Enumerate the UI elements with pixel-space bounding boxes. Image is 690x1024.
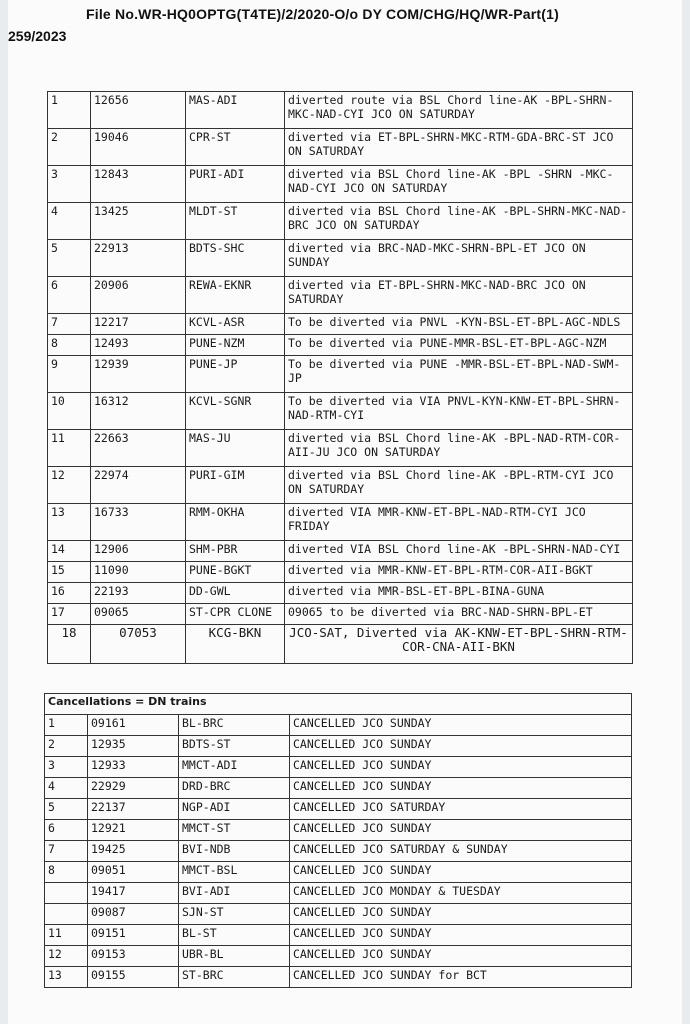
train-route: PUNE-NZM <box>186 335 285 356</box>
serial-number: 8 <box>45 862 88 883</box>
diversion-remark: diverted via BSL Chord line-AK -BPL-SHRN-MKC-NAD-BRC JCO ON SATURDAY <box>285 203 633 240</box>
serial-number: 15 <box>48 562 91 583</box>
train-route: UBR-BL <box>179 946 290 967</box>
diversion-row <box>48 541 633 562</box>
train-number: 22913 <box>91 240 186 277</box>
diversion-remark: JCO-SAT, Diverted via AK-KNW-ET-BPL-SHRN-RTM-COR-CNA-AII-BKN <box>285 625 633 664</box>
diversion-remark: diverted VIA MMR-KNW-ET-BPL-NAD-RTM-CYI JCO FRIDAY <box>285 504 633 541</box>
serial-number <box>45 883 88 904</box>
train-route: SJN-ST <box>179 904 290 925</box>
diversion-remark: diverted via MMR-BSL-ET-BPL-BINA-GUNA <box>285 583 633 604</box>
train-route: DD-GWL <box>186 583 285 604</box>
train-number: 12921 <box>88 820 179 841</box>
train-number: 12656 <box>91 92 186 129</box>
diversion-remark: To be diverted via PUNE-MMR-BSL-ET-BPL-AGC-NZM <box>285 335 633 356</box>
train-number: 11090 <box>91 562 186 583</box>
diversion-row <box>48 240 633 277</box>
diversions-table <box>47 91 633 664</box>
serial-number: 9 <box>48 356 91 393</box>
cancellation-remark: CANCELLED JCO SUNDAY <box>290 736 632 757</box>
diversion-remark: diverted via BSL Chord line-AK -BPL-RTM-CYI JCO ON SATURDAY <box>285 467 633 504</box>
train-number: 09151 <box>88 925 179 946</box>
letter-number: 259/2023 <box>8 28 67 44</box>
diversion-remark: 09065 to be diverted via BRC-NAD-SHRN-BPL-ET <box>285 604 633 625</box>
serial-number: 12 <box>48 467 91 504</box>
serial-number: 10 <box>48 393 91 430</box>
serial-number: 4 <box>48 203 91 240</box>
diversion-row <box>48 393 633 430</box>
serial-number: 2 <box>45 736 88 757</box>
cancellation-remark: CANCELLED JCO SUNDAY <box>290 946 632 967</box>
cancellation-row <box>45 778 632 799</box>
train-number: 09161 <box>88 715 179 736</box>
train-number: 16312 <box>91 393 186 430</box>
train-route: PURI-ADI <box>186 166 285 203</box>
cancellation-remark: CANCELLED JCO SATURDAY & SUNDAY <box>290 841 632 862</box>
cancellation-remark: CANCELLED JCO SUNDAY for BCT <box>290 967 632 988</box>
serial-number: 3 <box>48 166 91 203</box>
train-route: PURI-GIM <box>186 467 285 504</box>
diversion-remark: To be diverted via PNVL -KYN-BSL-ET-BPL-AGC-NDLS <box>285 314 633 335</box>
train-number: 12933 <box>88 757 179 778</box>
cancellation-row <box>45 799 632 820</box>
cancellations-title-row <box>45 694 632 715</box>
train-route: BL-BRC <box>179 715 290 736</box>
serial-number: 14 <box>48 541 91 562</box>
train-number: 09155 <box>88 967 179 988</box>
train-number: 22974 <box>91 467 186 504</box>
serial-number: 17 <box>48 604 91 625</box>
train-route: MMCT-ADI <box>179 757 290 778</box>
train-number: 20906 <box>91 277 186 314</box>
train-number: 09153 <box>88 946 179 967</box>
train-number: 09051 <box>88 862 179 883</box>
cancellation-row <box>45 967 632 988</box>
cancellation-remark: CANCELLED JCO SATURDAY <box>290 799 632 820</box>
train-route: CPR-ST <box>186 129 285 166</box>
serial-number: 5 <box>45 799 88 820</box>
diversion-row <box>48 430 633 467</box>
serial-number: 18 <box>48 625 91 664</box>
train-route: BDTS-ST <box>179 736 290 757</box>
serial-number: 1 <box>45 715 88 736</box>
serial-number: 13 <box>45 967 88 988</box>
serial-number: 16 <box>48 583 91 604</box>
train-route: BVI-ADI <box>179 883 290 904</box>
diversion-row <box>48 92 633 129</box>
diversion-row <box>48 203 633 240</box>
cancellation-remark: CANCELLED JCO SUNDAY <box>290 778 632 799</box>
train-route: REWA-EKNR <box>186 277 285 314</box>
train-number: 12906 <box>91 541 186 562</box>
file-number: File No.WR-HQ0OPTG(T4TE)/2/2020-O/o DY COM/CHG/HQ/WR-Part(1) <box>86 6 560 22</box>
diversion-row <box>48 277 633 314</box>
serial-number: 1 <box>48 92 91 129</box>
serial-number: 6 <box>45 820 88 841</box>
train-number: 22663 <box>91 430 186 467</box>
train-number: 12843 <box>91 166 186 203</box>
train-route: MAS-JU <box>186 430 285 467</box>
serial-number: 12 <box>45 946 88 967</box>
diversion-row <box>48 314 633 335</box>
diversion-row <box>48 562 633 583</box>
diversion-row <box>48 467 633 504</box>
train-number: 09065 <box>91 604 186 625</box>
diversion-remark: diverted via ET-BPL-SHRN-MKC-NAD-BRC JCO ON SATURDAY <box>285 277 633 314</box>
serial-number: 5 <box>48 240 91 277</box>
diversion-row <box>48 504 633 541</box>
cancellation-row <box>45 883 632 904</box>
diversion-row <box>48 129 633 166</box>
train-number: 07053 <box>91 625 186 664</box>
cancellation-remark: CANCELLED JCO SUNDAY <box>290 820 632 841</box>
serial-number: 2 <box>48 129 91 166</box>
train-number: 22193 <box>91 583 186 604</box>
diversion-row <box>48 583 633 604</box>
train-route: ST-CPR CLONE <box>186 604 285 625</box>
cancellation-row <box>45 904 632 925</box>
serial-number <box>45 904 88 925</box>
train-route: KCVL-SGNR <box>186 393 285 430</box>
serial-number: 8 <box>48 335 91 356</box>
serial-number: 3 <box>45 757 88 778</box>
train-route: NGP-ADI <box>179 799 290 820</box>
serial-number: 6 <box>48 277 91 314</box>
cancellation-row <box>45 841 632 862</box>
train-route: BDTS-SHC <box>186 240 285 277</box>
diversion-remark: diverted via BRC-NAD-MKC-SHRN-BPL-ET JCO ON SUNDAY <box>285 240 633 277</box>
train-route: PUNE-JP <box>186 356 285 393</box>
train-number: 19417 <box>88 883 179 904</box>
train-number: 12217 <box>91 314 186 335</box>
serial-number: 11 <box>45 925 88 946</box>
diversion-remark: diverted via MMR-KNW-ET-BPL-RTM-COR-AII-BGKT <box>285 562 633 583</box>
diversion-row <box>48 356 633 393</box>
train-number: 22929 <box>88 778 179 799</box>
cancellation-row <box>45 715 632 736</box>
serial-number: 13 <box>48 504 91 541</box>
train-route: MMCT-BSL <box>179 862 290 883</box>
diversion-remark: diverted via BSL Chord line-AK -BPL -SHRN -MKC- NAD-CYI JCO ON SATURDAY <box>285 166 633 203</box>
train-route: PUNE-BGKT <box>186 562 285 583</box>
train-route: BVI-NDB <box>179 841 290 862</box>
cancellation-remark: CANCELLED JCO SUNDAY <box>290 925 632 946</box>
diversion-row <box>48 166 633 203</box>
cancellation-remark: CANCELLED JCO SUNDAY <box>290 757 632 778</box>
diversion-remark: diverted via ET-BPL-SHRN-MKC-RTM-GDA-BRC-ST JCO ON SATURDAY <box>285 129 633 166</box>
train-number: 09087 <box>88 904 179 925</box>
serial-number: 7 <box>48 314 91 335</box>
cancellation-row <box>45 757 632 778</box>
cancellations-table <box>44 693 632 988</box>
train-number: 22137 <box>88 799 179 820</box>
diversion-row <box>48 625 633 664</box>
train-number: 12935 <box>88 736 179 757</box>
train-route: SHM-PBR <box>186 541 285 562</box>
diversion-remark: To be diverted via VIA PNVL-KYN-KNW-ET-BPL-SHRN-NAD-RTM-CYI <box>285 393 633 430</box>
train-number: 13425 <box>91 203 186 240</box>
cancellation-row <box>45 925 632 946</box>
train-number: 16733 <box>91 504 186 541</box>
serial-number: 11 <box>48 430 91 467</box>
diversion-remark: diverted route via BSL Chord line-AK -BPL-SHRN-MKC-NAD-CYI JCO ON SATURDAY <box>285 92 633 129</box>
train-number: 19425 <box>88 841 179 862</box>
train-route: KCG-BKN <box>186 625 285 664</box>
train-route: DRD-BRC <box>179 778 290 799</box>
train-route: MMCT-ST <box>179 820 290 841</box>
train-route: BL-ST <box>179 925 290 946</box>
train-number: 12493 <box>91 335 186 356</box>
cancellation-row <box>45 736 632 757</box>
cancellation-row <box>45 946 632 967</box>
cancellation-remark: CANCELLED JCO SUNDAY <box>290 904 632 925</box>
train-route: MAS-ADI <box>186 92 285 129</box>
cancellations-title: Cancellations = DN trains <box>45 694 632 715</box>
train-route: RMM-OKHA <box>186 504 285 541</box>
diversion-remark: diverted VIA BSL Chord line-AK -BPL-SHRN-NAD-CYI <box>285 541 633 562</box>
cancellation-remark: CANCELLED JCO SUNDAY <box>290 862 632 883</box>
cancellation-remark: CANCELLED JCO SUNDAY <box>290 715 632 736</box>
serial-number: 7 <box>45 841 88 862</box>
diversion-row <box>48 604 633 625</box>
train-number: 12939 <box>91 356 186 393</box>
diversion-remark: To be diverted via PUNE -MMR-BSL-ET-BPL-NAD-SWM-JP <box>285 356 633 393</box>
train-route: ST-BRC <box>179 967 290 988</box>
cancellation-row <box>45 862 632 883</box>
diversion-remark: diverted via BSL Chord line-AK -BPL-NAD-RTM-COR-AII-JU JCO ON SATURDAY <box>285 430 633 467</box>
diversion-row <box>48 335 633 356</box>
cancellation-remark: CANCELLED JCO MONDAY & TUESDAY <box>290 883 632 904</box>
train-route: MLDT-ST <box>186 203 285 240</box>
cancellation-row <box>45 820 632 841</box>
train-number: 19046 <box>91 129 186 166</box>
serial-number: 4 <box>45 778 88 799</box>
train-route: KCVL-ASR <box>186 314 285 335</box>
